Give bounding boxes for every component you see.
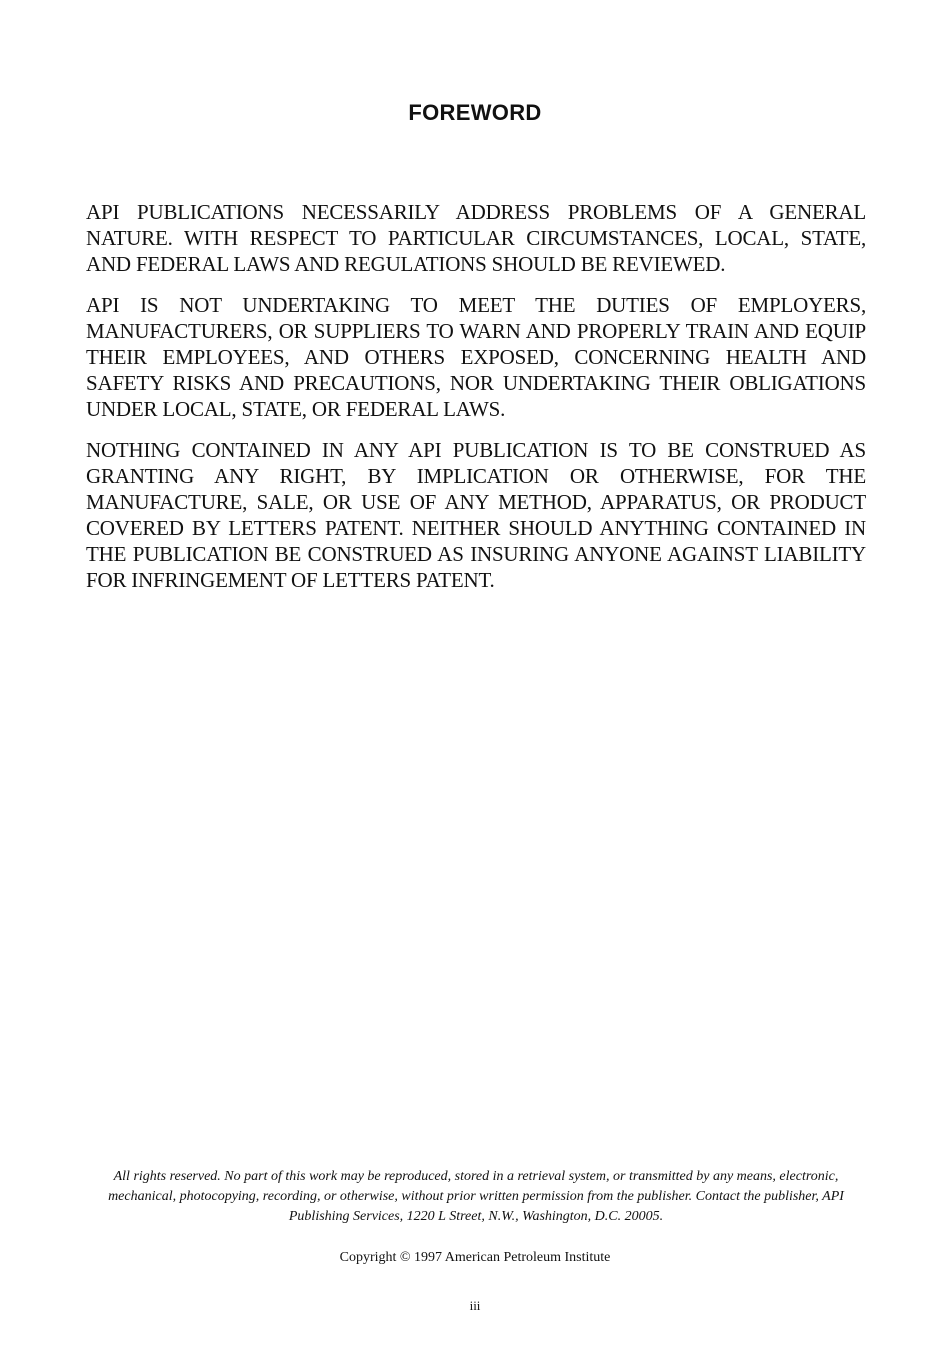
foreword-paragraph-2: API IS NOT UNDERTAKING TO MEET THE DUTIES OF EMPLOYERS, MANUFACTURERS, OR SUPPLIERS TO WARN AND PROPERLY TRAIN AND EQUIP THEIR EMPLOYEES, AND OTHERS EXPOSED, CONCERNING HEALTH AND SAFETY RISKS AND PRECAUTIONS, NOR UNDERTAKING THEIR OBLIGATIONS UNDER LOCAL, STATE, OR FEDERAL LAWS. (86, 293, 866, 421)
page-title: FOREWORD (408, 100, 542, 125)
rights-notice: All rights reserved. No part of this work may be reproduced, stored in a retrieval system, or transmitted by any means, electronic, mechanical, photocopying, recording, or otherwise, without prior written permission from the publisher. Contact the publisher, API Publishing Services, 1220 L Street, N.W., Washington, D.C. 20005. (108, 1169, 844, 1224)
page-number: iii (469, 1298, 481, 1313)
foreword-paragraph-3: NOTHING CONTAINED IN ANY API PUBLICATION IS TO BE CONSTRUED AS GRANTING ANY RIGHT, BY IMPLICATION OR OTHERWISE, FOR THE MANUFACTURE, SALE, OR USE OF ANY METHOD, APPARATUS, OR PRODUCT COVERED BY LETTERS PATENT. NEITHER SHOULD ANYTHING CONTAINED IN THE PUBLICATION BE CONSTRUED AS INSURING ANYONE AGAINST LIABILITY FOR INFRINGEMENT OF LETTERS PATENT. (86, 438, 866, 592)
foreword-body (86, 199, 866, 608)
foreword-paragraph-1: API PUBLICATIONS NECESSARILY ADDRESS PROBLEMS OF A GENERAL NATURE. WITH RESPECT TO PARTICULAR CIRCUMSTANCES, LOCAL, STATE, AND FEDERAL LAWS AND REGULATIONS SHOULD BE REVIEWED. (86, 200, 866, 276)
copyright-line: Copyright © 1997 American Petroleum Institute (339, 1250, 611, 1265)
